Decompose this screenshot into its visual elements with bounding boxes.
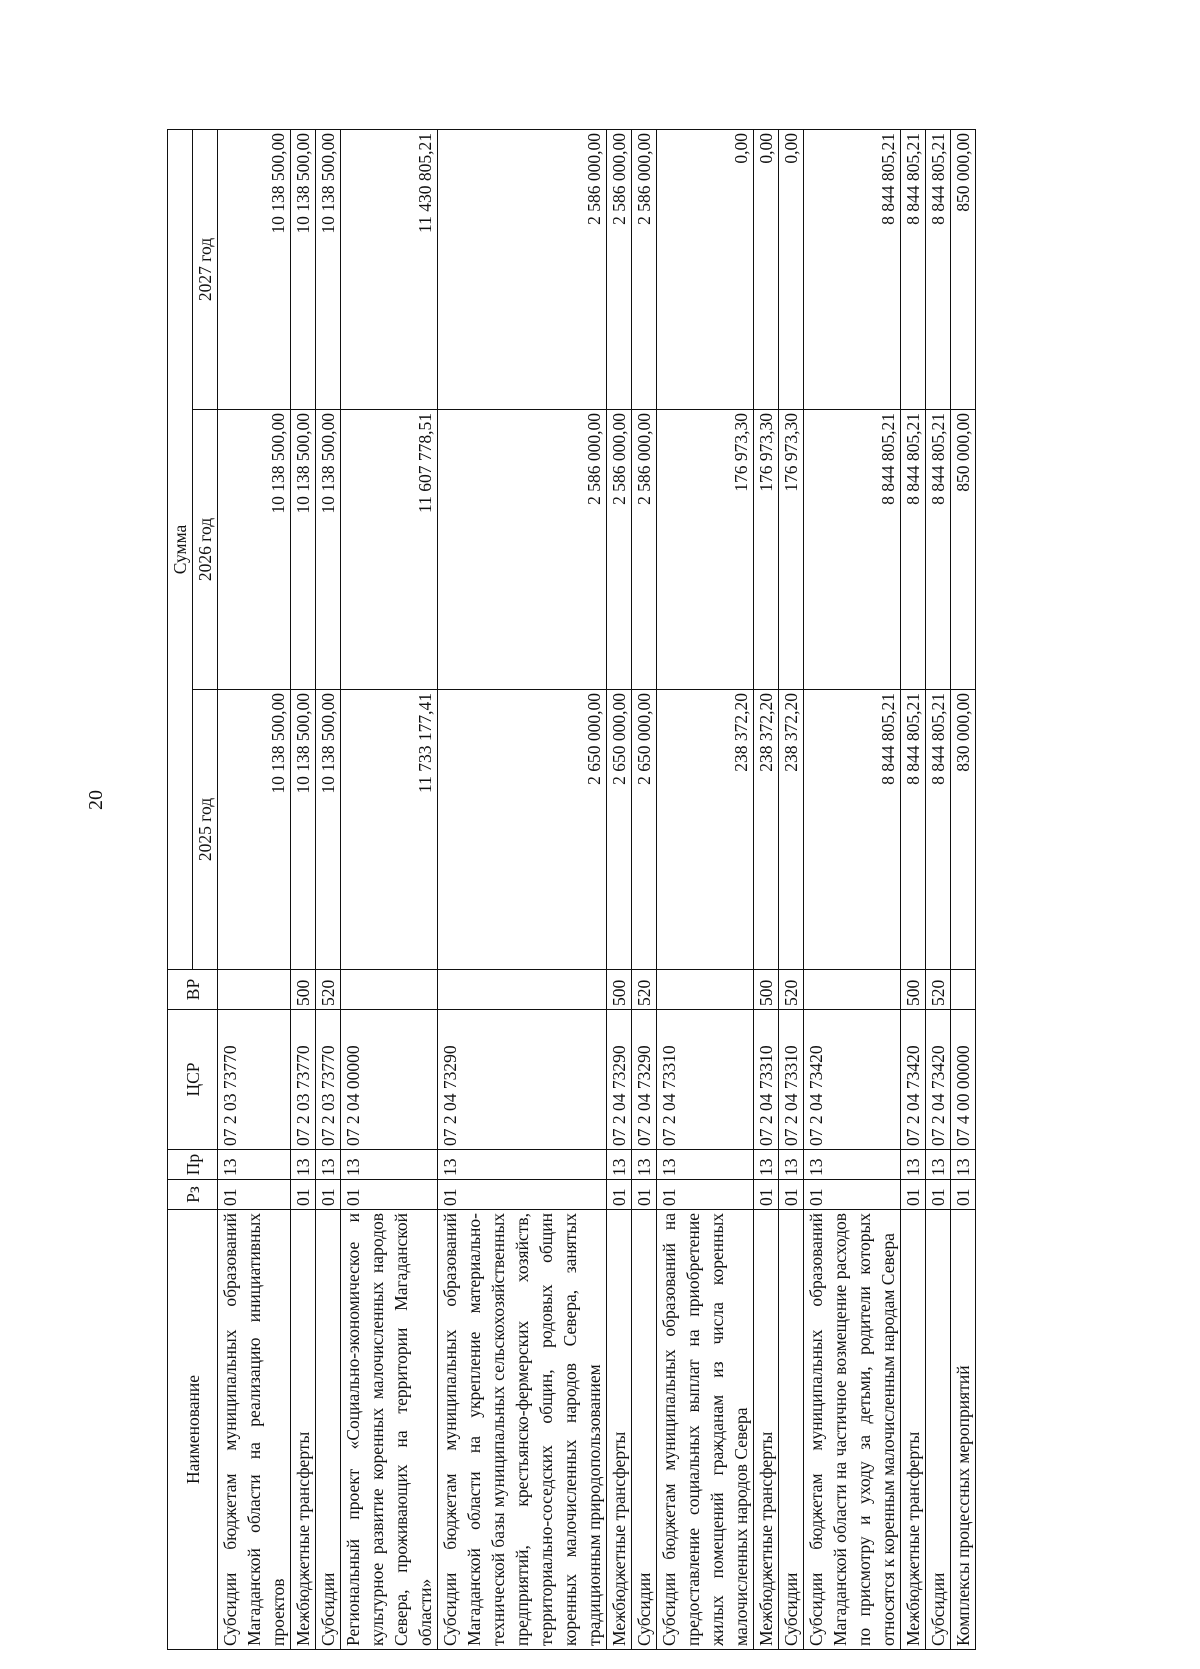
row-pr: 13	[341, 1150, 438, 1180]
table-row	[316, 129, 341, 1649]
row-sum-2025: 238 372,20	[779, 690, 804, 970]
row-sum-2025: 2 650 000,00	[438, 690, 607, 970]
row-sum-2026: 10 138 500,00	[218, 410, 291, 690]
row-name: Межбюджетные трансферты	[754, 1210, 779, 1650]
table-row	[438, 129, 607, 1649]
row-pr: 13	[291, 1150, 316, 1180]
row-rz: 01	[218, 1180, 291, 1210]
row-sum-2026: 2 586 000,00	[607, 410, 632, 690]
row-name: Субсидии бюджетам муниципальных образований Магаданской области на частичное возмещение расходов по присмотру и уходу за детьми, родители которых относятся к коренным малочисленным народам Севера	[804, 1210, 901, 1650]
row-name: Межбюджетные трансферты	[901, 1210, 926, 1650]
row-pr: 13	[779, 1150, 804, 1180]
row-sum-2026: 176 973,30	[657, 410, 754, 690]
row-sum-2027: 8 844 805,21	[901, 129, 926, 409]
table-row	[291, 129, 316, 1649]
header-name: Наименование	[168, 1210, 218, 1650]
table-row	[341, 129, 438, 1649]
table-row	[218, 129, 291, 1649]
table-row	[632, 129, 657, 1649]
row-rz: 01	[926, 1180, 951, 1210]
row-name: Субсидии	[632, 1210, 657, 1650]
row-sum-2027: 11 430 805,21	[341, 129, 438, 409]
row-name: Межбюджетные трансферты	[291, 1210, 316, 1650]
row-vr	[657, 970, 754, 1010]
row-name: Субсидии бюджетам муниципальных образований Магаданской области на реализацию инициативных проектов	[218, 1210, 291, 1650]
row-sum-2025: 2 650 000,00	[632, 690, 657, 970]
row-sum-2025: 8 844 805,21	[926, 690, 951, 970]
table-row	[926, 129, 951, 1649]
row-pr: 13	[438, 1150, 607, 1180]
row-pr: 13	[657, 1150, 754, 1180]
row-rz: 01	[438, 1180, 607, 1210]
row-csr: 07 2 04 73310	[754, 1010, 779, 1150]
row-csr: 07 2 04 73310	[779, 1010, 804, 1150]
row-rz: 01	[632, 1180, 657, 1210]
row-sum-2025: 238 372,20	[657, 690, 754, 970]
row-name: Межбюджетные трансферты	[607, 1210, 632, 1650]
row-rz: 01	[779, 1180, 804, 1210]
row-pr: 13	[754, 1150, 779, 1180]
row-vr	[951, 970, 976, 1010]
header-year-2027: 2027 год	[193, 129, 218, 409]
row-vr: 520	[926, 970, 951, 1010]
row-name: Субсидии бюджетам муниципальных образований Магаданской области на укрепление материально-технической базы муниципальных сельскохозяйственных предприятий, крестьянско-фермерских хозяйств, территориально-соседских общин, родовых общин коренных малочисленных народов Севера, занятых традиционным природопользованием	[438, 1210, 607, 1650]
row-sum-2027: 2 586 000,00	[607, 129, 632, 409]
row-sum-2026: 11 607 778,51	[341, 410, 438, 690]
row-pr: 13	[218, 1150, 291, 1180]
row-sum-2027: 2 586 000,00	[438, 129, 607, 409]
row-sum-2026: 2 586 000,00	[632, 410, 657, 690]
budget-table	[167, 129, 976, 1650]
row-sum-2027: 850 000,00	[951, 129, 976, 409]
row-sum-2026: 176 973,30	[779, 410, 804, 690]
row-sum-2027: 0,00	[657, 129, 754, 409]
row-csr: 07 2 04 00000	[341, 1010, 438, 1150]
row-sum-2025: 10 138 500,00	[291, 690, 316, 970]
table-row	[607, 129, 632, 1649]
header-pr: Пр	[168, 1150, 218, 1180]
row-rz: 01	[657, 1180, 754, 1210]
row-vr: 500	[291, 970, 316, 1010]
row-sum-2026: 8 844 805,21	[901, 410, 926, 690]
row-rz: 01	[804, 1180, 901, 1210]
row-sum-2026: 2 586 000,00	[438, 410, 607, 690]
row-sum-2027: 8 844 805,21	[804, 129, 901, 409]
row-sum-2027: 2 586 000,00	[632, 129, 657, 409]
row-name: Субсидии	[779, 1210, 804, 1650]
row-csr: 07 4 00 00000	[951, 1010, 976, 1150]
row-pr: 13	[901, 1150, 926, 1180]
row-pr: 13	[607, 1150, 632, 1180]
row-vr: 520	[779, 970, 804, 1010]
table-row	[657, 129, 754, 1649]
row-rz: 01	[754, 1180, 779, 1210]
row-csr: 07 2 04 73420	[926, 1010, 951, 1150]
row-csr: 07 2 04 73420	[901, 1010, 926, 1150]
row-vr: 500	[754, 970, 779, 1010]
row-sum-2025: 10 138 500,00	[218, 690, 291, 970]
row-sum-2027: 10 138 500,00	[218, 129, 291, 409]
header-vr: ВР	[168, 970, 218, 1010]
header-year-2025: 2025 год	[193, 690, 218, 970]
row-vr: 520	[316, 970, 341, 1010]
row-vr: 500	[901, 970, 926, 1010]
table-header	[168, 129, 218, 1649]
table-row	[804, 129, 901, 1649]
row-csr: 07 2 04 73310	[657, 1010, 754, 1150]
page-number: 20	[85, 790, 107, 810]
row-sum-2025: 10 138 500,00	[316, 690, 341, 970]
rotated-table-wrapper	[167, 130, 1057, 1650]
row-name: Субсидии бюджетам муниципальных образований на предоставление социальных выплат на приобретение жилых помещений гражданам из числа коренных малочисленных народов Севера	[657, 1210, 754, 1650]
row-sum-2026: 8 844 805,21	[804, 410, 901, 690]
table-row	[951, 129, 976, 1649]
row-sum-2027: 8 844 805,21	[926, 129, 951, 409]
row-csr: 07 2 04 73420	[804, 1010, 901, 1150]
row-name: Региональный проект «Социально-экономическое и культурное развитие коренных малочисленных народов Севера, проживающих на территории Магаданской области»	[341, 1210, 438, 1650]
row-rz: 01	[291, 1180, 316, 1210]
row-sum-2025: 830 000,00	[951, 690, 976, 970]
header-rz: Рз	[168, 1180, 218, 1210]
row-sum-2025: 8 844 805,21	[901, 690, 926, 970]
row-sum-2025: 2 650 000,00	[607, 690, 632, 970]
header-csr: ЦСР	[168, 1010, 218, 1150]
row-sum-2025: 8 844 805,21	[804, 690, 901, 970]
row-vr	[438, 970, 607, 1010]
row-sum-2025: 11 733 177,41	[341, 690, 438, 970]
row-csr: 07 2 04 73290	[607, 1010, 632, 1150]
table-row	[754, 129, 779, 1649]
row-vr: 520	[632, 970, 657, 1010]
row-pr: 13	[926, 1150, 951, 1180]
row-rz: 01	[341, 1180, 438, 1210]
header-year-2026: 2026 год	[193, 410, 218, 690]
row-csr: 07 2 03 73770	[291, 1010, 316, 1150]
row-name: Субсидии	[926, 1210, 951, 1650]
row-rz: 01	[901, 1180, 926, 1210]
row-vr	[804, 970, 901, 1010]
row-pr: 13	[951, 1150, 976, 1180]
row-sum-2026: 10 138 500,00	[291, 410, 316, 690]
row-pr: 13	[316, 1150, 341, 1180]
row-rz: 01	[607, 1180, 632, 1210]
row-sum-2027: 0,00	[779, 129, 804, 409]
row-csr: 07 2 03 73770	[218, 1010, 291, 1150]
row-name: Субсидии	[316, 1210, 341, 1650]
row-sum-2025: 238 372,20	[754, 690, 779, 970]
row-sum-2027: 10 138 500,00	[291, 129, 316, 409]
row-vr	[218, 970, 291, 1010]
row-vr	[341, 970, 438, 1010]
header-sum: Сумма	[168, 129, 193, 969]
row-sum-2026: 10 138 500,00	[316, 410, 341, 690]
row-sum-2026: 8 844 805,21	[926, 410, 951, 690]
row-csr: 07 2 03 73770	[316, 1010, 341, 1150]
row-vr: 500	[607, 970, 632, 1010]
table-row	[779, 129, 804, 1649]
row-rz: 01	[951, 1180, 976, 1210]
row-rz: 01	[316, 1180, 341, 1210]
row-sum-2026: 176 973,30	[754, 410, 779, 690]
row-csr: 07 2 04 73290	[438, 1010, 607, 1150]
row-name: Комплексы процессных мероприятий	[951, 1210, 976, 1650]
row-sum-2027: 10 138 500,00	[316, 129, 341, 409]
table-row	[901, 129, 926, 1649]
row-csr: 07 2 04 73290	[632, 1010, 657, 1150]
row-pr: 13	[632, 1150, 657, 1180]
row-sum-2027: 0,00	[754, 129, 779, 409]
row-sum-2026: 850 000,00	[951, 410, 976, 690]
row-pr: 13	[804, 1150, 901, 1180]
